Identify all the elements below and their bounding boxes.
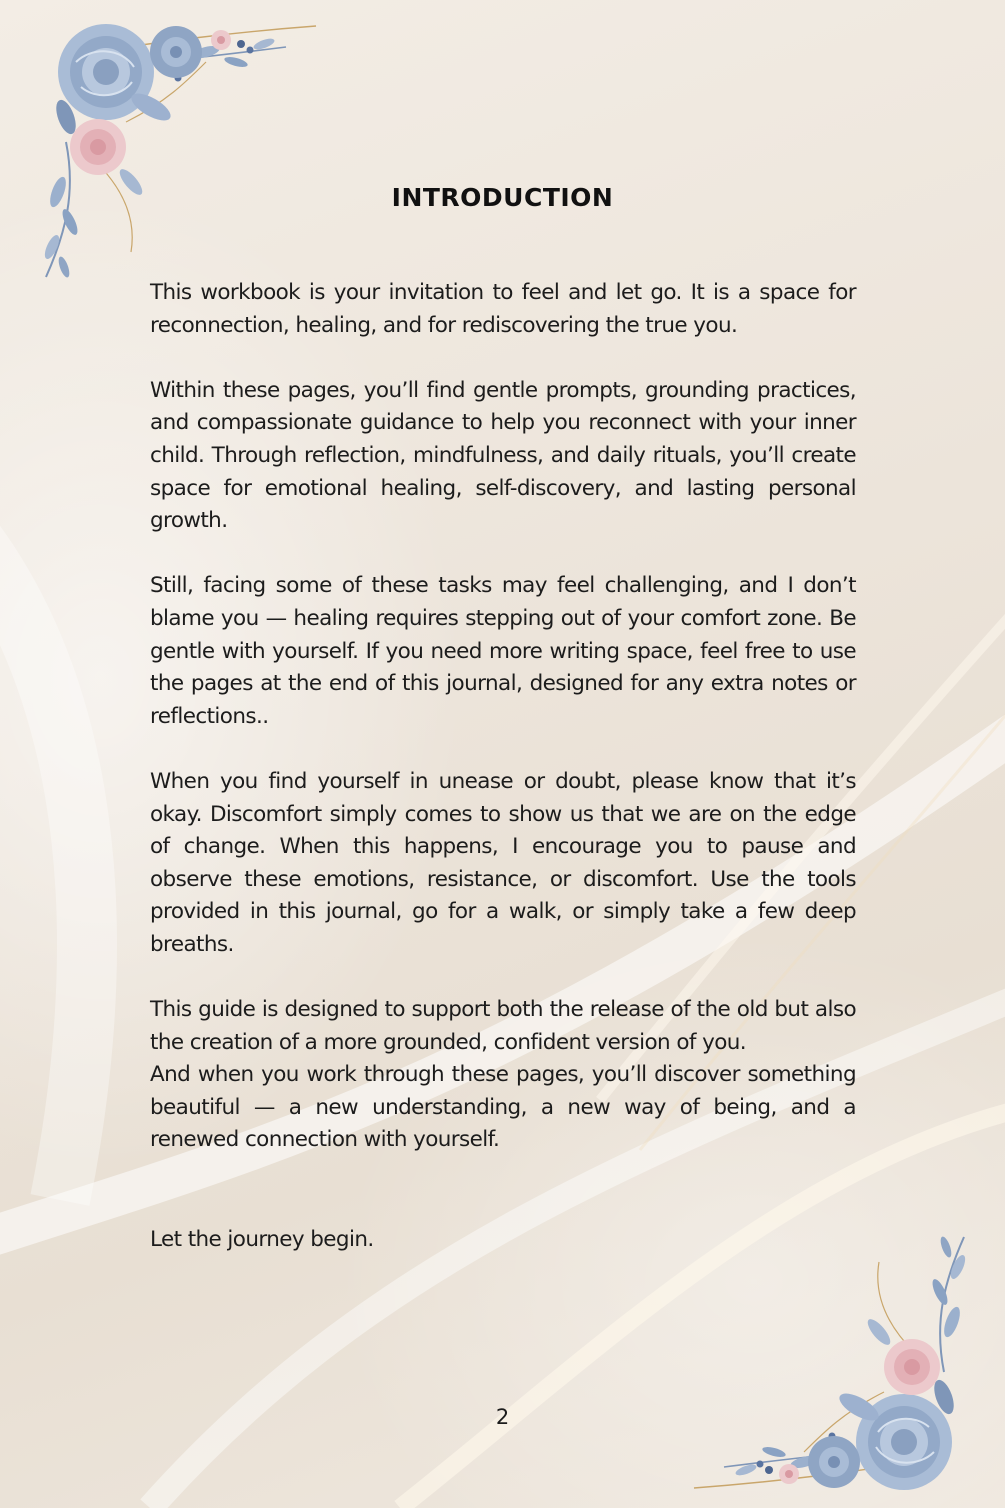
- page-number: 2: [495, 1405, 510, 1429]
- paragraph-6: And when you work through these pages, you’ll discover something beautiful — a new understanding, a new way of being, and a renewed connection with yourself.: [150, 1062, 856, 1153]
- paragraph-4: When you find yourself in unease or doubt, please know that it’s okay. Discomfort simply comes to show us that we are on the edge of change. When this happens, I encourage you to pause and observe these emotions, resistance, or discomfort. Use the tools provided in this journal, go for a walk, or simply take a few deep breaths.: [150, 768, 856, 957]
- paragraph-2: Within these pages, you’ll find gentle prompts, grounding practices, and compassionate guidance to help you reconnect with your inner child. Through reflection, mindfulness, and daily rituals, you’ll create space for emotional healing, self-discovery, and lasting personal growth.: [150, 377, 856, 534]
- paragraph-5: This guide is designed to support both the release of the old but also the creation of a more grounded, confident version of you.: [150, 997, 856, 1055]
- closing-line: Let the journey begin.: [150, 1227, 374, 1252]
- floral-corner-top-left-icon: [36, 22, 326, 292]
- page-title: INTRODUCTION: [391, 183, 614, 212]
- body-text: [150, 277, 856, 1190]
- paragraph-3: Still, facing some of these tasks may feel challenging, and I don’t blame you — healing requires stepping out of your comfort zone. Be gentle with yourself. If you need more writing space, feel free to use the pages at the end of this journal, designed for any extra notes or reflections..: [150, 573, 856, 729]
- paragraph-1: This workbook is your invitation to feel and let go. It is a space for reconnection, healing, and for rediscovering the true you.: [150, 280, 856, 338]
- floral-corner-bottom-right-icon: [684, 1222, 974, 1492]
